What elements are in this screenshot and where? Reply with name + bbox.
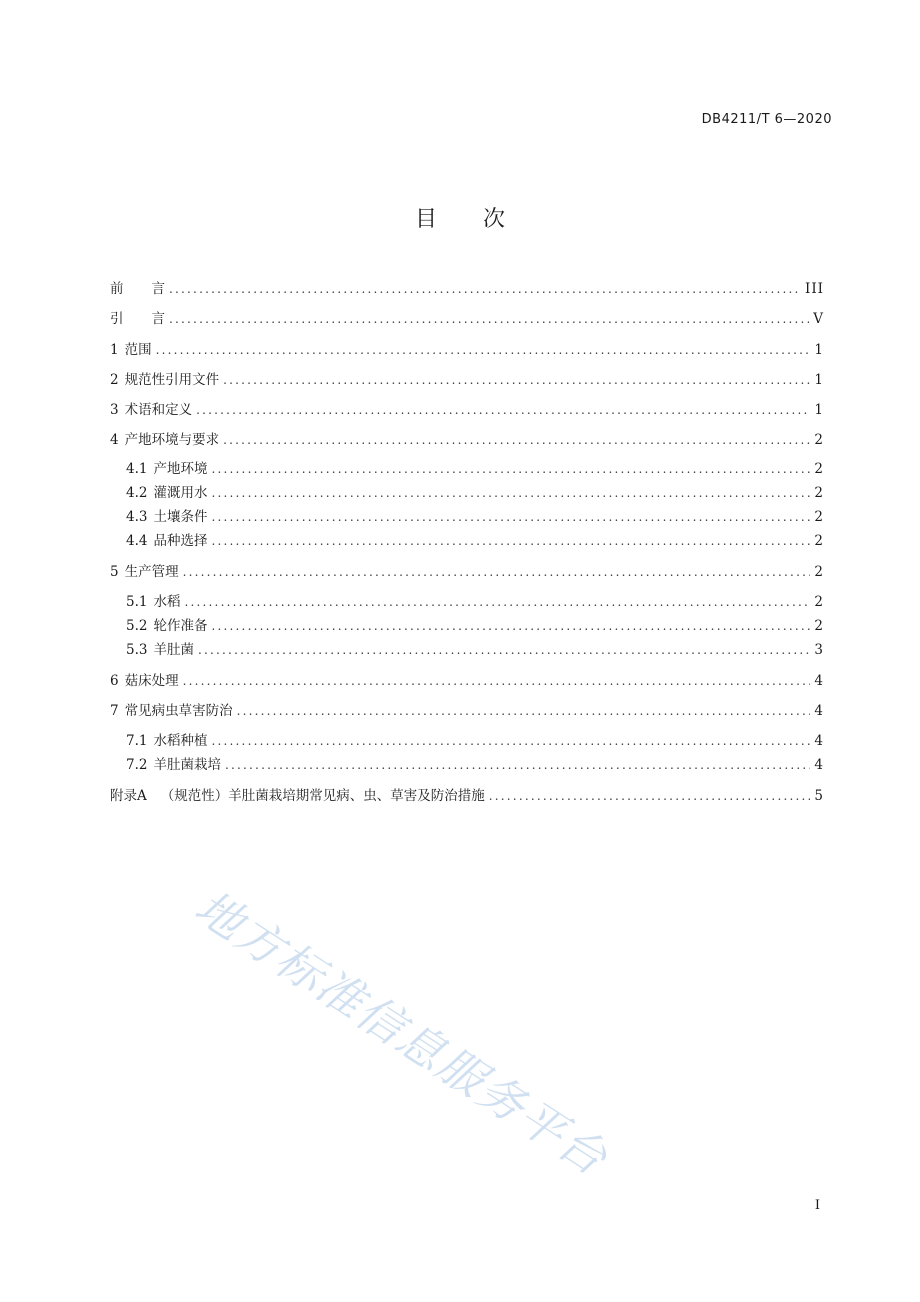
toc-entry-5-2[interactable] [126,617,824,635]
toc-entry-label: 4.2 灌溉用水 [126,485,208,501]
toc-title [0,202,920,233]
toc-entry-5[interactable] [110,563,824,581]
toc-leader-dots [237,702,811,720]
toc-entry-4-3[interactable] [126,508,824,526]
toc-leader-dots [169,310,809,328]
toc-entry-7[interactable] [110,702,824,720]
toc-leader-dots [211,617,810,635]
toc-leader-dots [223,371,810,389]
toc-entry-label: 7.2 羊肚菌栽培 [126,757,221,773]
toc-leader-dots [156,341,811,359]
toc-entry-page: 2 [814,485,824,501]
toc-entry-label: 4.4 品种选择 [126,533,208,549]
toc-entry-introduction[interactable] [110,310,824,328]
toc-entry-4-1[interactable] [126,460,824,478]
toc-entry-page: 2 [814,594,824,610]
toc-entry-page: 2 [814,432,824,448]
toc-entry-label: 7 常见病虫草害防治 [110,703,233,719]
toc-leader-dots [169,280,801,298]
toc-entry-label: 5.1 水稻 [126,594,181,610]
toc-entry-label: 1 范围 [110,342,152,358]
toc-leader-dots [489,787,811,805]
toc-entry-page: 2 [814,509,824,525]
toc-leader-dots [211,532,810,550]
toc-entry-4[interactable] [110,431,824,449]
toc-entry-label: 7.1 水稻种植 [126,733,208,749]
toc-entry-page: V [813,311,824,327]
toc-entry-page: 2 [814,461,824,477]
page-number: I [814,1198,820,1213]
toc-entry-6[interactable] [110,672,824,690]
toc-entry-label: 4.3 土壤条件 [126,509,208,525]
toc-leader-dots [198,641,810,659]
toc-entry-label: 附录A （规范性）羊肚菌栽培期常见病、虫、草害及防治措施 [110,788,485,804]
toc-leader-dots [211,508,810,526]
toc-entry-page: 2 [814,533,824,549]
toc-leader-dots [211,484,810,502]
toc-entry-page: 2 [814,618,824,634]
toc-entry-4-2[interactable] [126,484,824,502]
toc-title-char-2: 次 [483,207,506,232]
toc-entry-label: 5.3 羊肚菌 [126,642,194,658]
toc-entry-foreword[interactable] [110,280,824,298]
toc-entry-label: 5 生产管理 [110,564,179,580]
toc-entry-5-3[interactable] [126,641,824,659]
toc-leader-dots [183,672,811,690]
toc-leader-dots [184,593,810,611]
toc-entry-page: III [805,281,824,297]
toc-entry-3[interactable] [110,401,824,419]
toc-entry-page: 1 [814,402,824,418]
toc-leader-dots [223,431,810,449]
toc-entry-page: 4 [814,733,824,749]
toc-entry-page: 1 [814,342,824,358]
toc-entry-label: 3 术语和定义 [110,402,193,418]
toc-leader-dots [196,401,810,419]
toc-entry-7-1[interactable] [126,732,824,750]
toc-entry-page: 4 [814,703,824,719]
toc-entry-page: 1 [814,372,824,388]
toc-entry-label: 4.1 产地环境 [126,461,208,477]
toc-entry-2[interactable] [110,371,824,389]
toc-entry-label: 引 言 [110,311,165,327]
toc-entry-label: 6 菇床处理 [110,673,179,689]
toc-entry-label: 5.2 轮作准备 [126,618,208,634]
toc-leader-dots [211,460,810,478]
toc-entry-page: 5 [814,788,824,804]
toc-entry-appendix-a[interactable] [110,787,824,805]
toc-title-char-1: 目 [414,207,437,232]
watermark-text: 地方标准信息服务平台 [185,879,618,1187]
toc-entry-page: 4 [814,673,824,689]
toc-entry-7-2[interactable] [126,756,824,774]
toc-entry-page: 2 [814,564,824,580]
toc-entry-page: 3 [814,642,824,658]
toc-leader-dots [211,732,810,750]
toc-entry-1[interactable] [110,341,824,359]
toc-entry-5-1[interactable] [126,593,824,611]
toc-leader-dots [183,563,811,581]
toc-leader-dots [225,756,810,774]
toc-entry-label: 2 规范性引用文件 [110,372,220,388]
toc-entry-label: 4 产地环境与要求 [110,432,220,448]
document-code: DB4211/T 6—2020 [701,112,832,127]
toc-entry-label: 前 言 [110,281,165,297]
toc-entry-4-4[interactable] [126,532,824,550]
toc-entry-page: 4 [814,757,824,773]
